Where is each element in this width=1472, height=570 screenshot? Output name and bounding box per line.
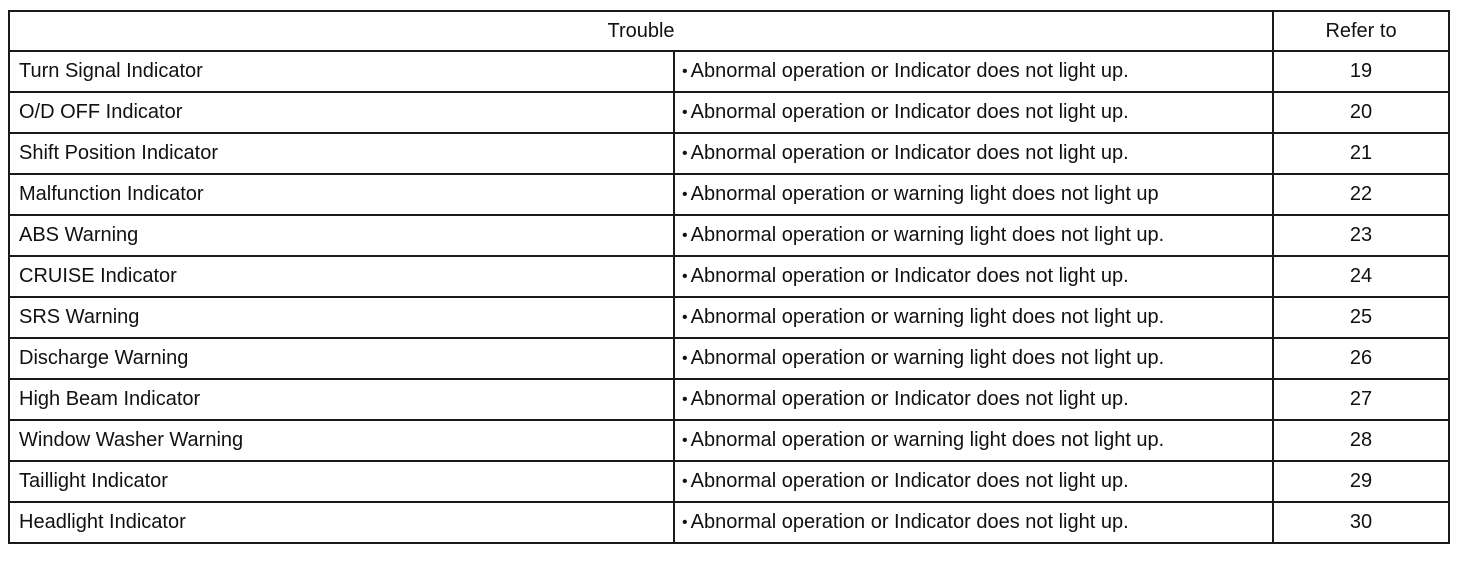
trouble-item: Window Washer Warning xyxy=(9,420,674,461)
refer-to-value: 22 xyxy=(1273,174,1449,215)
trouble-item: Taillight Indicator xyxy=(9,461,674,502)
refer-to-value: 28 xyxy=(1273,420,1449,461)
trouble-symptom-cell xyxy=(674,420,1273,461)
trouble-symptom-cell xyxy=(674,502,1273,543)
refer-to-value: 20 xyxy=(1273,92,1449,133)
table-row xyxy=(9,420,1449,461)
refer-to-value: 29 xyxy=(1273,461,1449,502)
refer-to-value: 23 xyxy=(1273,215,1449,256)
bullet-icon: • xyxy=(682,350,688,367)
refer-to-value: 25 xyxy=(1273,297,1449,338)
table-row xyxy=(9,297,1449,338)
table-row xyxy=(9,461,1449,502)
table-row xyxy=(9,379,1449,420)
table-row xyxy=(9,174,1449,215)
trouble-symptom-cell xyxy=(674,51,1273,92)
bullet-icon: • xyxy=(682,473,688,490)
trouble-symptom-cell xyxy=(674,92,1273,133)
bullet-icon: • xyxy=(682,309,688,326)
table-row xyxy=(9,51,1449,92)
trouble-symptom: Abnormal operation or warning light does not light up. xyxy=(690,347,1165,369)
trouble-symptom-cell xyxy=(674,379,1273,420)
trouble-symptom-cell xyxy=(674,338,1273,379)
trouble-item: Discharge Warning xyxy=(9,338,674,379)
bullet-icon: • xyxy=(682,514,688,531)
trouble-item: Malfunction Indicator xyxy=(9,174,674,215)
trouble-item: Turn Signal Indicator xyxy=(9,51,674,92)
bullet-icon: • xyxy=(682,186,688,203)
refer-to-value: 26 xyxy=(1273,338,1449,379)
trouble-symptom: Abnormal operation or Indicator does not light up. xyxy=(690,388,1129,410)
bullet-icon: • xyxy=(682,104,688,121)
trouble-symptom: Abnormal operation or Indicator does not light up. xyxy=(690,511,1129,533)
header-row xyxy=(9,11,1449,51)
trouble-item: SRS Warning xyxy=(9,297,674,338)
refer-to-value: 21 xyxy=(1273,133,1449,174)
header-refer-to: Refer to xyxy=(1273,11,1449,51)
trouble-symptom: Abnormal operation or warning light does not light up. xyxy=(690,429,1165,451)
trouble-item: High Beam Indicator xyxy=(9,379,674,420)
refer-to-value: 27 xyxy=(1273,379,1449,420)
trouble-item: O/D OFF Indicator xyxy=(9,92,674,133)
table-row xyxy=(9,215,1449,256)
bullet-icon: • xyxy=(682,432,688,449)
trouble-item: CRUISE Indicator xyxy=(9,256,674,297)
trouble-symptom: Abnormal operation or Indicator does not light up. xyxy=(690,142,1129,164)
trouble-symptom-cell xyxy=(674,174,1273,215)
bullet-icon: • xyxy=(682,268,688,285)
bullet-icon: • xyxy=(682,391,688,408)
bullet-icon: • xyxy=(682,227,688,244)
table-row xyxy=(9,256,1449,297)
table-row xyxy=(9,502,1449,543)
trouble-symptom: Abnormal operation or warning light does not light up xyxy=(690,183,1159,205)
refer-to-value: 30 xyxy=(1273,502,1449,543)
trouble-symptom: Abnormal operation or warning light does not light up. xyxy=(690,306,1165,328)
trouble-symptom: Abnormal operation or warning light does not light up. xyxy=(690,224,1165,246)
trouble-symptom: Abnormal operation or Indicator does not light up. xyxy=(690,101,1129,123)
table-row xyxy=(9,92,1449,133)
trouble-symptom-cell xyxy=(674,133,1273,174)
trouble-symptom: Abnormal operation or Indicator does not light up. xyxy=(690,60,1129,82)
trouble-item: Shift Position Indicator xyxy=(9,133,674,174)
trouble-symptom-cell xyxy=(674,215,1273,256)
trouble-symptom-cell xyxy=(674,461,1273,502)
table-row xyxy=(9,338,1449,379)
bullet-icon: • xyxy=(682,145,688,162)
trouble-symptom: Abnormal operation or Indicator does not light up. xyxy=(690,265,1129,287)
header-trouble: Trouble xyxy=(9,11,1273,51)
trouble-item: ABS Warning xyxy=(9,215,674,256)
trouble-symptom-cell xyxy=(674,256,1273,297)
trouble-symptom-cell xyxy=(674,297,1273,338)
table-body xyxy=(9,51,1449,543)
table-row xyxy=(9,133,1449,174)
trouble-symptom: Abnormal operation or Indicator does not light up. xyxy=(690,470,1129,492)
refer-to-value: 19 xyxy=(1273,51,1449,92)
trouble-item: Headlight Indicator xyxy=(9,502,674,543)
trouble-table xyxy=(8,10,1450,544)
bullet-icon: • xyxy=(682,63,688,80)
refer-to-value: 24 xyxy=(1273,256,1449,297)
